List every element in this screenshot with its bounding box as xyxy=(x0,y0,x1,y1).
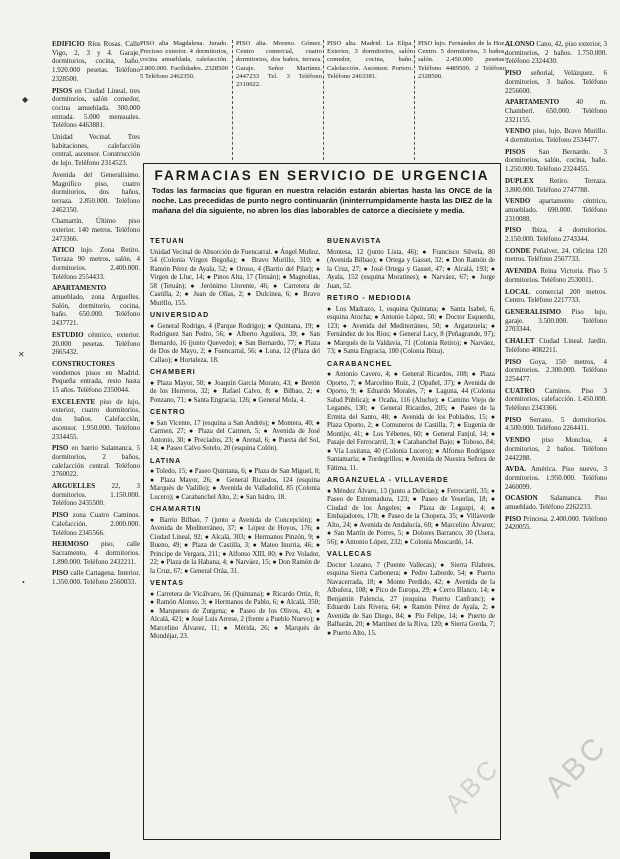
ad-lead-word: CONSTRUCTORES xyxy=(52,359,115,368)
ad-lead-word: GENERALISIMO xyxy=(505,307,562,316)
ad-text: piso de lujo, exterior, cuatro dormitorios, dos baños. Calefacción, ascensor. 1.950.000. Teléfono 2334455. xyxy=(52,397,140,441)
district-pharmacy-list: ● Antonio Cavero, 4; ● General Ricardos, 108; ● Plaza Oporto, 7; ● Marcelino Ruiz, 2 (Opañel, 37); ● Avenida de Oporto, 9; ● Eduardo Morales, 7; ● Laguna, 44 (Colonia Salud Pública); ● Ocaña, 116 (Aluche); ● Camino Viejo de Leganés, 130; ● General Ricardos, 205; ● Paseo de la Ermita del Santo, 48; ● Avenida de los Poblados, 15; ● Plaza Oporto, 2; ● Comuneros de Castilla, 7; ● Eugenia de Montijo, 41; ● Los Yébenes, 60; ● General Fanjul, 14; ● Pasaje del Ferrocarril, 3; ● Carabanchel Bajo; ● Toboso, 84; ● Vía Lusitana, 40 (Colonia Lucero); ● Alfonso Rodríguez Santamaría; ● Tordegrillos; ● Avenida de Nuestra Señora de Fátima, 11. xyxy=(327,371,495,472)
district-heading: LATINA xyxy=(150,457,182,465)
ad-text: Ciudad Lineal. Jardín. Teléfono 4082211. xyxy=(505,337,607,354)
classified-ad xyxy=(52,398,140,442)
ad-text: Ibiza, 4 dormitorios. 2.150.000. Teléfono 2743344. xyxy=(505,226,607,244)
district-pharmacy-list: ● San Vicente, 17 (esquina a San Andrés); ● Montera, 40; ● Carmen, 27; ● Plaza del Carmen, 5; ● Avenida de José Antonio, 30; ● Preciados, 23; ● Arenal, 6; ● Puerta del Sol, 14; ● Paseo Calvo Sotelo, 20 (esquina Colón). xyxy=(150,419,320,452)
ad-text: vendemos pisos en Madrid. Pequeña entrada, resto hasta 15 años. Teléfono 2350044. xyxy=(52,368,140,395)
classified-ad xyxy=(505,98,607,124)
margin-mark: ✕ xyxy=(18,350,25,359)
classified-ad xyxy=(505,308,607,334)
ad-text: Retiro. Terraza. 3.800.000. Teléfono 2747788. xyxy=(505,176,607,194)
district-pharmacy-list: ● Plaza Mayor, 50; ● Joaquín García Morato, 43; ● Bretón de los Herreros, 32; ● Rafael Calvo, 8; ● Bilbao, 2; ● Ponzano, 71; ● Santa Engracia, 126; ● General Mola, 4. xyxy=(150,379,320,404)
ad-text: amueblado, zona Arguelles. Salón, dormitorio, cocina, baño. 650.000. Teléfono 2437721. xyxy=(52,292,140,328)
classified-ad xyxy=(52,444,140,479)
ad-lead-word: VENDO xyxy=(505,127,531,136)
ad-text: lujo. Zona Retiro. Terraza 90 metros, salón, 4 dormitorios. 2.400.000. Teléfono 2554433. xyxy=(52,246,140,281)
ad-text: Salamanca. Piso amueblado. Teléfono 2262233. xyxy=(505,494,607,512)
classifieds-top-strip xyxy=(140,40,505,160)
ad-text: señorial, Velázquez. 6 dormitorios, 3 baños. Teléfono 2256600. xyxy=(505,69,607,95)
pharmacy-districts-left xyxy=(150,234,320,834)
ad-lead-word: APARTAMENTO xyxy=(52,284,107,293)
classified-ad xyxy=(52,540,140,566)
district-heading: VENTAS xyxy=(150,580,184,587)
classified-ad xyxy=(505,337,607,354)
district-heading: CARABANCHEL xyxy=(327,360,393,368)
ad-text: comercial 200 metros. Centro. Teléfono 2217733. xyxy=(505,287,607,305)
ad-lead-word: PISO xyxy=(52,569,69,578)
classified-ad xyxy=(52,511,140,537)
district-pharmacy-list: ● General Rodrigo, 4 (Parque Rodrigo); ● Quintana, 19; ● Rodríguez San Pedro, 56; ● Alberto Aguilera, 39; ● San Bernardo, 16 (junto Quevedo); ● San Bernardo, 77; ● Plaza de Dos de Mayo, 2; ● Fuencarral, 56; ● Luna, 12 (Plaza del Callao); ● Hortaleza, 18. xyxy=(150,322,320,364)
classified-ad xyxy=(505,358,607,384)
ad-lead-word: ARGUELLES xyxy=(52,482,96,491)
ad-text: Peñalver, 24. Oficina 120 metros. Teléfono 2567733. xyxy=(505,246,607,264)
district-pharmacy-list: Doctor Lozano, 7 (Puente Vallecas); ● Sierra Filabres, esquina Sierra Carbonera; ● Pedro Laborde, 54; ● Puerto Navacerrada, 18; ● Monte Perdido, 42; ● Avenida de la Albufera, 108; ● Pico de Europa, 29; ● Cerro Blanco, 14; ● Benjamín Palencia, 27 (esquina Puerto Canfranc); ● Eduardo Luis Rivera, 64; ● Ramón Pérez de Ayala, 2; ● Avenida de San Diego, 84; ● Pío Felipe, 14; ● Puerto de Balbarán, 20; ● Martínez de la Riva, 120; ● Sierra Gorda, 7; ● Puerto Alto, 15. xyxy=(327,561,495,637)
classified-ad xyxy=(505,247,607,264)
ad-lead-word: PISO xyxy=(505,415,522,424)
classified-ad xyxy=(505,387,607,413)
ad-text: Caminos. Piso 3 dormitorios, calefacción. 1.450.000. Teléfono 2343366. xyxy=(505,386,607,413)
ad-text: Cano, 42, piso exterior, 3 dormitorios, 2 baños. 1.750.000. Teléfono 2324430. xyxy=(505,40,607,66)
ad-lead-word: CHALET xyxy=(505,337,535,346)
ad-lead-word: CONDE xyxy=(505,246,531,255)
ad-lead-word: PISO xyxy=(52,511,69,520)
ad-text: Reina Victoria. Piso 5 dormitorios. Teléfono 2530011. xyxy=(505,267,607,284)
classified-ad xyxy=(505,148,607,174)
classified-ad xyxy=(505,69,607,95)
classified-ad xyxy=(52,217,140,243)
ad-lead-word: PISOS xyxy=(505,147,526,156)
classified-ad xyxy=(505,197,607,223)
classified-ad: PISO alta. Madrid. La Elipa. Exterior, 3 dormitorios, salón comedor, cocina, baño. Calefacción. Ascensor. Portero. Teléfono 2463381. xyxy=(323,40,413,160)
classified-ad xyxy=(505,465,607,491)
district-heading: UNIVERSIDAD xyxy=(150,312,210,319)
abc-watermark: ABC xyxy=(538,728,615,805)
ad-text: América. Piso nuevo, 3 dormitorios. 1.950.000. Teléfono 2460099. xyxy=(505,465,607,491)
ad-lead-word: APARTAMENTO xyxy=(505,98,560,107)
margin-mark: ◆ xyxy=(22,95,29,104)
page-edge-bar xyxy=(30,852,110,859)
ad-lead-word: AVDA. xyxy=(505,465,527,474)
district-pharmacy-list: ● Los Madrazo, 1, esquina Quintana; ● Santa Isabel, 6, esquina Atocha; ● Antonio López, 50; ● Doctor Esquerdo, 123; ● Avenida del Mediterráneo, 50; ● Arganzuela; ● Fernández de los Ríos; ● General Lacy, 8 (Peñagrande, 97); ● Marqués de la Valdavia, 71 (Colonia Retiro); ● Narváez, 73; ● Santa Engracia, 180 (Colonia Ibiza). xyxy=(327,305,495,355)
classified-ad xyxy=(52,133,140,168)
classified-ad xyxy=(505,436,607,462)
ad-text: Princesa. 2.400.000. Teléfono 2420055. xyxy=(505,514,607,532)
district-pharmacy-list: ● Barrio Bilbao, 7 (junto a Avenida de Concepción); ● Avenida de Mediterráneo, 37; ● López de Hoyos, 176; ● Ciudad Lineal, 92; ● Alcalá, 303; ● Hermanos Pinzón, 9; ● Bueno, 49; ● Plaza de Castilla, 3; ● Mateo Inurria, 46; ● Principe de Vergara, 211; ● Alfonso XIII, 80; ● Pez Volador, 22; ● Plaza de la Habana, 4; ● Narváez, 15; ● Don Ramón de la Cruz, 67; ● General Oráa, 31. xyxy=(150,516,320,575)
ad-text: zona Cuatro Caminos. Calefacción. 2.000.000. Teléfono 2345566. xyxy=(52,511,140,537)
ad-text: piso, lujo, Bravo Murillo. 4 dormitorios. Teléfono 2534477. xyxy=(505,127,607,145)
ad-lead-word: VENDO xyxy=(505,436,531,445)
classified-ad xyxy=(52,331,140,357)
classified-ad xyxy=(52,87,140,131)
ad-text: Ríos Rosas. Calle Vigo, 2, 3 y 4. Garaje, dormitorios, cocina, baño. 1.920.000 pesetas. Teléfono 2328500. xyxy=(52,40,140,83)
box-intro: Todas las farmacias que figuran en nuestra relación estarán abiertas hasta las ONCE de la noche. Las precedidas de punto negro continuarán (ininterrumpidamente hasta las DIEZ de la mañana del día siguiente, no abren los días laborables de catorce a diecisiete y media. xyxy=(152,186,492,215)
ad-text: Piso lujo, garaje. 3.500.000. Teléfono 2703344. xyxy=(505,307,607,334)
classified-ad xyxy=(505,515,607,532)
classified-ad xyxy=(505,127,607,144)
ad-lead-word: PISO xyxy=(505,357,522,366)
ad-lead-word: ATICO xyxy=(52,246,75,255)
ad-lead-word: DUPLEX xyxy=(505,176,534,185)
classified-ad xyxy=(505,494,607,511)
pharmacy-urgency-box xyxy=(143,163,501,840)
ad-lead-word: PISOS xyxy=(52,86,73,95)
district-heading: ARGANZUELA - VILLAVERDE xyxy=(327,477,449,484)
classified-ad: PISO alta. Moreno. Gómez. Centro comercial, cuatro dormitorios, dos baños, terraza. Garaje. Señor Martínez. 2447233 Tel. 3 Teléfono 2310022. xyxy=(232,40,322,160)
ad-text: Goya, 150 metros, 4 dormitorios. 2.300.000. Teléfono 2254477. xyxy=(505,357,607,383)
ad-text: 40 m. Chamberí. 650.000. Teléfono 2321155. xyxy=(505,98,607,124)
ad-lead-word: ESTUDIO xyxy=(52,330,84,339)
classified-ad: PISO lujo. Fernández de la Hoz. Centro. 5 dormitorios, 3 baños, salón. 2.450.000 pesetas. Teléfono 4489500. 2 Teléfono 2328500. xyxy=(414,40,506,160)
classifieds-left-column xyxy=(52,40,140,852)
district-pharmacy-list: Montesa, 12 (junto Lista, 46); ● Francisco Silvela, 80 (Avenida Bilbao); ● Ortega y Gasset, 32; ● Don Ramón de la Cruz, 27; ● José Ortega y Gasset, 47; ● Alcalá, 193; ● Ayala, 152 (esquina Moratines); ● Narváez, 67; ● Jorge Juan, 52. xyxy=(327,248,495,290)
district-pharmacy-list: ● Méndez Álvaro, 13 (junto a Delicias); ● Ferrocarril, 35; ● Paseo de Extremadura, 123; ● Paseo de Yeserías, 18; ● Ciudad de los Ángeles; ● Plaza de Legazpi, 4; ● Embajadores, 178; ● Paseo de la Chopera, 35; ● Villaverde Alto, 24; ● Avenida de Andalucía, 60; ● Marcelino Álvarez; ● San Martín de Porres, 5; ● Dolores Barranco, 30 (Usera, 56); ● Antonio López, 232; ● Colonia Moscardó, 14. xyxy=(327,487,495,546)
ad-lead-word: PISO xyxy=(505,514,522,523)
classified-ad xyxy=(505,177,607,194)
district-heading: CHAMARTIN xyxy=(150,506,202,513)
ad-text: céntrico, exterior. 20.000 pesetas. Teléfono 2665432. xyxy=(52,330,140,357)
ad-lead-word: PISO xyxy=(52,444,69,453)
classified-ad xyxy=(505,226,607,243)
classified-ad xyxy=(52,482,140,508)
classified-ad xyxy=(52,284,140,328)
classified-ad xyxy=(505,40,607,66)
classified-ad xyxy=(52,40,140,84)
ad-text: en barrio Salamanca. 5 dormitorios, 2 baños, calefacción central. Teléfono 2760022. xyxy=(52,444,140,479)
ad-text: San Bernardo. 3 dormitorios, salón, cocina, baño. 1.250.000. Teléfono 2324455. xyxy=(505,147,607,174)
classified-ad xyxy=(52,171,140,215)
ad-lead-word: LOCAL xyxy=(505,287,530,296)
ad-lead-word: EXCELENTE xyxy=(52,397,96,406)
ad-lead-word: OCASION xyxy=(505,494,538,503)
district-pharmacy-list: ● Carretera de Vicálvaro, 56 (Quintana); ● Ricardo Ortiz, 8; ● Ramón Alonso, 3; ● Hermanos de Pablo, 6; ● Alcalá, 350; ● Marqueses de Zurgena; ● Paseo de los Olivos, 43; ● Alcalá, 421; ● José Luis Arrese, 2 (frente a Pueblo Nuevo); ● Marcelino Álvarez, 11; ● Mérida, 26; ● Marqués de Mondéjar, 23. xyxy=(150,590,320,640)
ad-text: piso, calle Sacramento, 4 dormitorios. 1.890.000. Teléfono 2432211. xyxy=(52,540,140,566)
classified-ad: PISO alta Magdalena. Jurado. Precioso exterior. 4 dormitorios, cocina amueblada, calefacción. 2.800.000. Facilidades. 2328500 5 Teléfono 2462350. xyxy=(140,40,228,80)
classified-ad xyxy=(52,360,140,395)
ad-text: Serrano. 5 dormitorios. 4.500.000. Teléfono 2264411. xyxy=(505,415,607,433)
ad-text: Unidad Vecinal. Tres habitaciones, calefacción central, ascensor. Construcción de lujo. Teléfono 2314523. xyxy=(52,133,140,168)
margin-mark: • xyxy=(22,578,25,587)
district-heading: CHAMBERI xyxy=(150,369,196,376)
district-pharmacy-list: Unidad Vecinal de Absorción de Fuencarral. ● Ángel Muñoz, 54 (Colonia Virgen Begoña); ● Bravo Murillo, 310; ● Ramón Pérez de Ayala, 52; ● Oroso, 4 (Barrio del Pilar); ● Virgen de Lluc, 14; ● Pinos Alta, 17 (Tetuán); ● Magnolias, 58 (Tetuán); ● Jerónimo Llorente, 46; ● Carretera de Castilla, 2; ● Juan de Olías, 2; ● Dulcinea, 6; ● Bravo Murillo, 155. xyxy=(150,248,320,307)
classified-ad xyxy=(52,246,140,281)
box-title: FARMACIAS EN SERVICIO DE URGENCIA xyxy=(154,168,490,183)
district-pharmacy-list: ● Toledo, 15; ● Paseo Quintana, 6; ● Plaza de San Miguel, 8; ● Plaza Mayor, 26; ● General Ricardos, 124 (esquina Marqués de Vadillo); ● Avenida de Valladolid, 85 (Colonia Lucero); ● Carabanchel Alto, 2; ● San Isidro, 18. xyxy=(150,468,320,501)
ad-text: Chamartín. Último piso exterior. 140 metros. Teléfono 2473366. xyxy=(52,217,140,243)
district-heading: TETUAN xyxy=(150,238,185,245)
district-heading: CENTRO xyxy=(150,409,186,416)
ad-text: apartamento céntrico, amueblado. 690.000. Teléfono 2310088. xyxy=(505,197,607,223)
ad-lead-word: PISO xyxy=(505,226,522,235)
district-heading: BUENAVISTA xyxy=(327,238,382,245)
classified-ad xyxy=(505,267,607,284)
ad-lead-word: EDIFICIO xyxy=(52,40,85,48)
ad-lead-word: HERMOSO xyxy=(52,540,89,549)
abc-watermark: ABC xyxy=(438,751,507,819)
ad-text: Avenida del Generalísimo. Magnífico piso, cuatro dormitorios, dos baños, terraza. 2.850.000. Teléfono 2462350. xyxy=(52,170,140,214)
ad-lead-word: CUATRO xyxy=(505,386,535,395)
ad-lead-word: VENDO xyxy=(505,197,531,206)
classified-ad xyxy=(52,569,140,586)
ad-lead-word: ALONSO xyxy=(505,40,535,48)
district-heading: RETIRO - MEDIODIA xyxy=(327,295,412,302)
ad-lead-word: AVENIDA xyxy=(505,267,537,276)
pharmacy-districts-right xyxy=(327,234,495,834)
classified-ad xyxy=(505,288,607,305)
district-heading: VALLECAS xyxy=(327,551,373,558)
ad-text: en Ciudad Lineal, tres dormitorios, salón comedor, cocina amueblada. 300.000 entrada. 5.000 mensuales. Teléfono 4463881. xyxy=(52,86,140,130)
ad-text: piso Moncloa, 4 dormitorios, 2 baños. Teléfono 2442288. xyxy=(505,436,607,462)
ad-lead-word: PISO xyxy=(505,69,522,78)
ad-text: calle Cartagena. Interior. 1.350.000. Teléfono 2560033. xyxy=(52,569,140,587)
ad-text: 22, 3 dormitorios. 1.150.000. Teléfono 2435500. xyxy=(52,482,140,508)
classified-ad xyxy=(505,416,607,433)
